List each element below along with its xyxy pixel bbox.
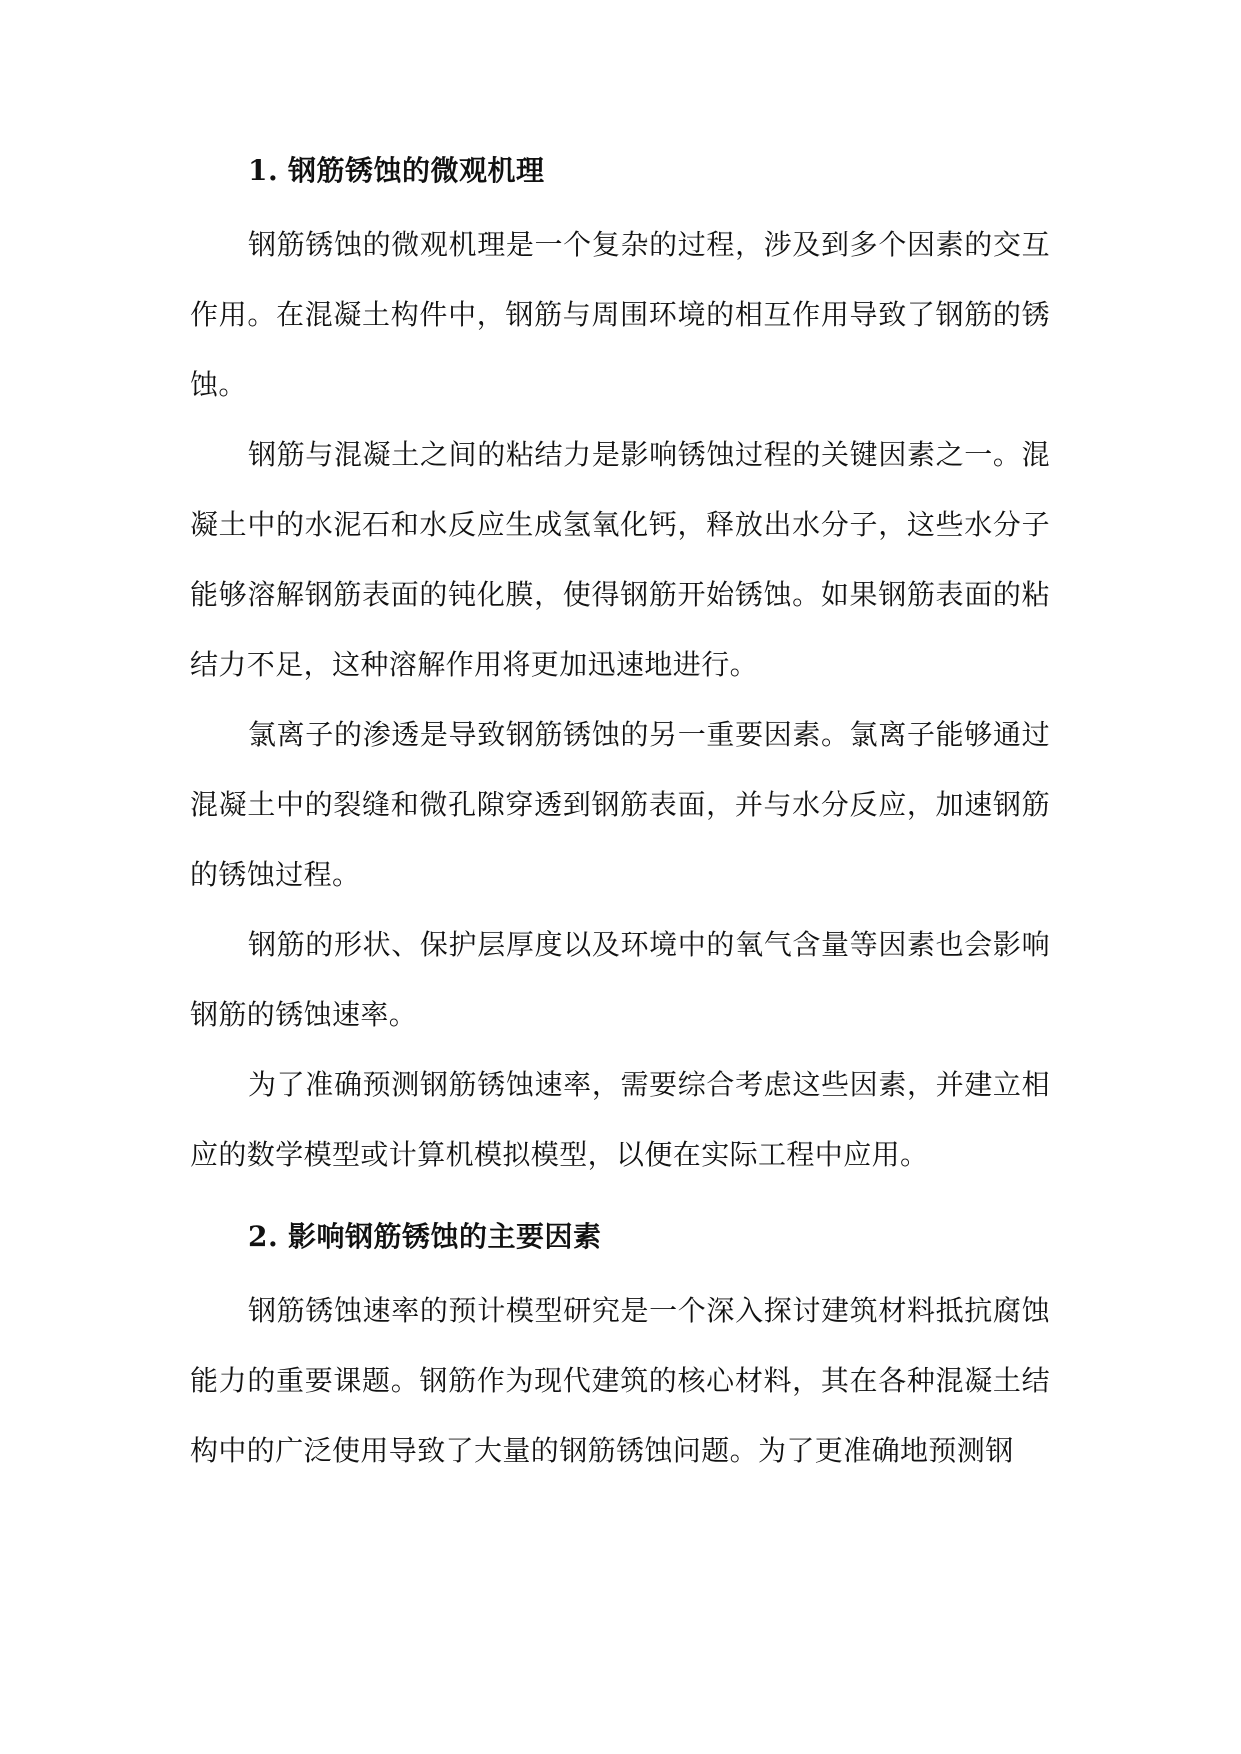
paragraph: 钢筋的形状、保护层厚度以及环境中的氧气含量等因素也会影响钢筋的锈蚀速率。 [190, 928, 1050, 1031]
paragraph: 为了准确预测钢筋锈蚀速率，需要综合考虑这些因素，并建立相应的数学模型或计算机模拟模型，以便在实际工程中应用。 [190, 1068, 1050, 1171]
section-title: 影响钢筋锈蚀的主要因素 [288, 1220, 602, 1253]
paragraph: 钢筋锈蚀速率的预计模型研究是一个深入探讨建筑材料抵抗腐蚀能力的重要课题。钢筋作为现代建筑的核心材料，其在各种混凝土结构中的广泛使用导致了大量的钢筋锈蚀问题。为了更准确地预测钢 [190, 1294, 1050, 1467]
section-title: 钢筋锈蚀的微观机理 [288, 154, 545, 187]
paragraph: 氯离子的渗透是导致钢筋锈蚀的另一重要因素。氯离子能够通过混凝土中的裂缝和微孔隙穿透到钢筋表面，并与水分反应，加速钢筋的锈蚀过程。 [190, 718, 1050, 891]
section-heading [190, 150, 1050, 210]
section-number: 1. [248, 154, 279, 187]
section-number: 2. [248, 1220, 279, 1253]
paragraph: 钢筋锈蚀的微观机理是一个复杂的过程，涉及到多个因素的交互作用。在混凝土构件中，钢筋与周围环境的相互作用导致了钢筋的锈蚀。 [190, 228, 1050, 401]
section-1 [190, 150, 1050, 1190]
document-body [190, 150, 1050, 1486]
section-2 [190, 1216, 1050, 1486]
paragraph: 钢筋与混凝土之间的粘结力是影响锈蚀过程的关键因素之一。混凝土中的水泥石和水反应生成氢氧化钙，释放出水分子，这些水分子能够溶解钢筋表面的钝化膜，使得钢筋开始锈蚀。如果钢筋表面的粘结力不足，这种溶解作用将更加迅速地进行。 [190, 438, 1050, 681]
section-heading [190, 1216, 1050, 1276]
